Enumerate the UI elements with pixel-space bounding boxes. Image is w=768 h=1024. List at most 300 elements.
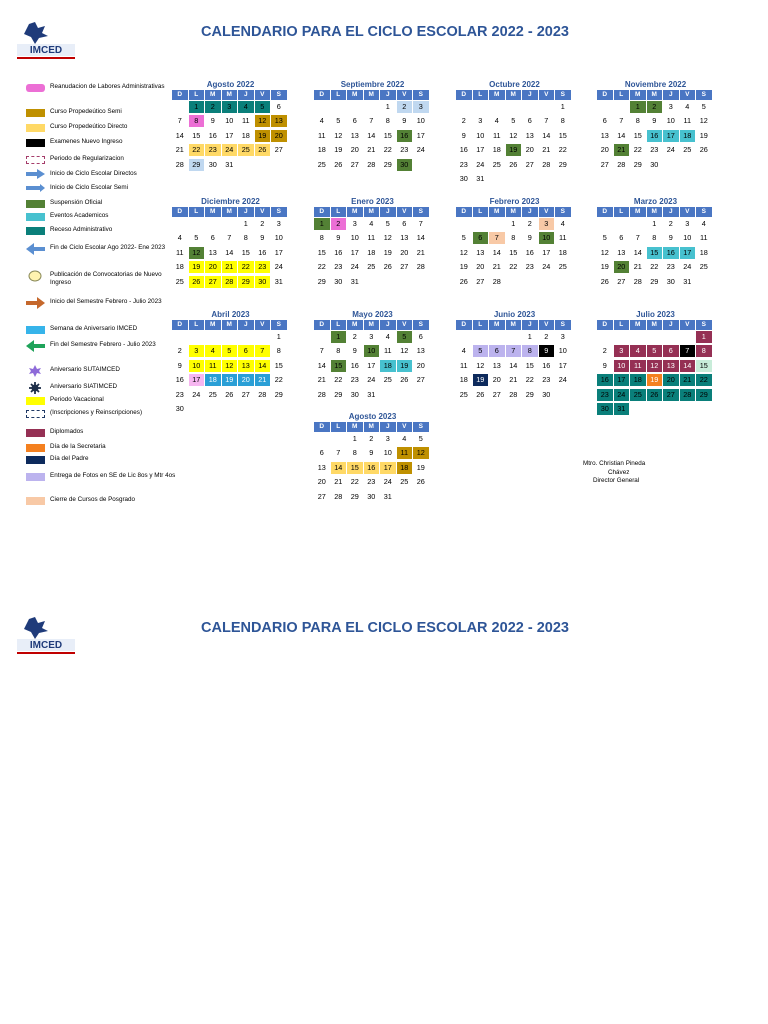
- day-cell: 22: [525, 375, 534, 385]
- day-cell: 8: [385, 116, 390, 126]
- day-cell: 26: [647, 389, 663, 401]
- day-cell: 12: [600, 247, 609, 257]
- weekday-header: [456, 90, 573, 100]
- teal-swatch-icon: [26, 227, 45, 235]
- weekday-label: L: [614, 90, 630, 100]
- day-cell: [347, 100, 363, 114]
- day-cell: 16: [208, 130, 217, 140]
- day-cell: 21: [317, 375, 326, 385]
- day-cell: [522, 275, 538, 289]
- weekday-label: M: [647, 207, 663, 217]
- day-cell: 13: [617, 247, 626, 257]
- day-cell: 4: [369, 219, 374, 228]
- day-cell: 19: [334, 145, 343, 155]
- day-cell: 12: [647, 360, 663, 372]
- day-cell: 7: [506, 345, 522, 357]
- day-cell: 31: [476, 173, 485, 183]
- month-calendar: [172, 197, 289, 289]
- day-cell: [473, 100, 489, 114]
- week-row: [456, 143, 573, 157]
- day-cell: 9: [539, 345, 555, 357]
- day-cell: 1: [527, 332, 532, 341]
- day-cell: 19: [506, 144, 522, 156]
- day-cell: 6: [352, 116, 357, 126]
- week-row: [172, 158, 289, 172]
- day-cell: 17: [614, 374, 630, 386]
- day-cell: 10: [383, 448, 392, 458]
- day-cell: 2: [544, 332, 549, 341]
- lavender-swatch-icon: [26, 473, 45, 481]
- day-cell: 11: [558, 233, 567, 243]
- day-cell: 31: [350, 276, 359, 286]
- day-cell: 6: [402, 219, 407, 228]
- week-row: [597, 344, 714, 358]
- day-cell: 26: [189, 276, 205, 288]
- day-cell: 5: [473, 345, 489, 357]
- week-row: [597, 143, 714, 157]
- day-cell: [506, 330, 522, 344]
- day-cell: 3: [478, 116, 483, 126]
- legend-label: Día del Padre: [50, 455, 89, 462]
- day-cell: [255, 402, 271, 416]
- weekday-label: M: [364, 207, 380, 217]
- weekday-label: J: [380, 90, 396, 100]
- weekday-label: L: [331, 207, 347, 217]
- day-cell: 18: [175, 262, 184, 272]
- peach-swatch-icon: [26, 497, 45, 505]
- legend-label: Curso Propedeútico Semi: [50, 108, 122, 115]
- day-cell: 5: [647, 345, 663, 357]
- day-cell: [205, 217, 221, 231]
- blue-arrow-left-icon: [26, 243, 45, 255]
- dashed-pink-swatch-icon: [26, 156, 45, 164]
- day-cell: 30: [597, 403, 613, 415]
- month-calendar: [456, 197, 573, 289]
- weekday-label: J: [238, 320, 254, 330]
- day-cell: 4: [701, 219, 706, 228]
- day-cell: 22: [189, 144, 205, 156]
- weekday-label: M: [489, 90, 505, 100]
- day-cell: 3: [685, 219, 690, 228]
- weekday-label: D: [314, 422, 330, 432]
- day-cell: 17: [542, 247, 551, 257]
- day-cell: [647, 402, 663, 416]
- day-cell: 23: [255, 261, 271, 273]
- day-cell: 1: [511, 219, 516, 228]
- day-cell: 30: [255, 276, 271, 288]
- day-cell: 16: [175, 375, 184, 385]
- day-cell: [522, 100, 538, 114]
- signature-surname: Chávez: [608, 468, 630, 476]
- day-cell: 19: [473, 374, 489, 386]
- orange-swatch-icon: [26, 444, 45, 452]
- week-row: [314, 490, 431, 504]
- day-cell: 30: [334, 276, 343, 286]
- day-cell: 9: [177, 360, 182, 370]
- month-name: Septiembre 2022: [340, 80, 405, 89]
- week-row: [456, 344, 573, 358]
- day-cell: 17: [189, 374, 205, 386]
- day-cell: 25: [630, 389, 646, 401]
- day-cell: 21: [175, 145, 184, 155]
- day-cell: 6: [238, 345, 254, 357]
- week-row: [456, 158, 573, 172]
- weekday-header: [597, 207, 714, 217]
- day-cell: 27: [350, 159, 359, 169]
- day-cell: 23: [459, 159, 468, 169]
- week-row: [597, 100, 714, 114]
- day-cell: 21: [416, 247, 425, 257]
- day-cell: 23: [334, 262, 343, 272]
- day-cell: 23: [350, 375, 359, 385]
- day-cell: 24: [367, 375, 376, 385]
- day-cell: 27: [241, 389, 250, 399]
- day-cell: 4: [630, 345, 646, 357]
- weekday-label: M: [647, 90, 663, 100]
- green-swatch-icon: [26, 200, 45, 208]
- day-cell: 12: [255, 115, 271, 127]
- day-cell: 28: [633, 276, 642, 286]
- day-cell: 21: [633, 262, 642, 272]
- day-cell: 27: [492, 389, 501, 399]
- day-cell: [456, 100, 472, 114]
- day-cell: [397, 490, 413, 504]
- day-cell: 14: [416, 233, 425, 243]
- day-cell: 25: [699, 262, 708, 272]
- day-cell: 16: [334, 247, 343, 257]
- day-cell: 24: [542, 262, 551, 272]
- day-cell: 27: [205, 276, 221, 288]
- day-cell: 16: [459, 145, 468, 155]
- day-cell: 16: [525, 247, 534, 257]
- day-cell: 24: [683, 262, 692, 272]
- month-calendar: [597, 310, 714, 416]
- day-cell: 2: [331, 218, 347, 230]
- week-row: [314, 475, 431, 489]
- weekday-label: D: [172, 320, 188, 330]
- weekday-label: S: [271, 320, 287, 330]
- day-cell: 30: [650, 159, 659, 169]
- weekday-label: L: [331, 422, 347, 432]
- day-cell: 7: [635, 233, 640, 243]
- day-cell: 1: [189, 101, 205, 113]
- weekday-label: M: [506, 207, 522, 217]
- logo-text: IMCED: [29, 640, 63, 651]
- weekday-label: M: [364, 90, 380, 100]
- weekday-label: S: [413, 320, 429, 330]
- day-cell: [413, 158, 429, 172]
- day-cell: 3: [539, 218, 555, 230]
- day-cell: [555, 172, 571, 186]
- week-row: [172, 114, 289, 128]
- day-cell: 14: [509, 360, 518, 370]
- day-cell: 28: [367, 159, 376, 169]
- week-row: [314, 129, 431, 143]
- day-cell: [331, 432, 347, 446]
- day-cell: 30: [459, 173, 468, 183]
- day-cell: [271, 402, 287, 416]
- month-calendar: [597, 197, 714, 289]
- day-cell: 20: [614, 261, 630, 273]
- day-cell: 14: [680, 360, 696, 372]
- day-cell: 26: [699, 145, 708, 155]
- weekday-label: V: [397, 90, 413, 100]
- day-cell: 15: [525, 360, 534, 370]
- week-row: [597, 402, 714, 416]
- day-cell: [238, 402, 254, 416]
- day-cell: 5: [336, 116, 341, 126]
- page-title: CALENDARIO PARA EL CICLO ESCOLAR 2022 - 2023: [201, 24, 569, 40]
- day-cell: [630, 402, 646, 416]
- day-cell: [473, 330, 489, 344]
- day-cell: [172, 330, 188, 344]
- day-cell: 1: [560, 102, 565, 111]
- day-cell: 29: [525, 389, 534, 399]
- day-cell: 16: [663, 247, 679, 259]
- weekday-header: [597, 90, 714, 100]
- day-cell: 5: [461, 233, 466, 243]
- day-cell: 10: [558, 346, 567, 356]
- day-cell: [506, 172, 522, 186]
- day-cell: [189, 217, 205, 231]
- weekday-label: M: [489, 320, 505, 330]
- day-cell: 16: [542, 360, 551, 370]
- day-cell: 12: [189, 247, 205, 259]
- week-row: [172, 217, 289, 231]
- day-cell: 1: [314, 218, 330, 230]
- day-cell: 4: [494, 116, 499, 126]
- signature: [583, 460, 693, 486]
- day-cell: 14: [367, 130, 376, 140]
- week-row: [456, 388, 573, 402]
- day-cell: 4: [461, 346, 466, 356]
- day-cell: 24: [416, 145, 425, 155]
- day-cell: 22: [334, 375, 343, 385]
- day-cell: 12: [413, 447, 429, 459]
- day-cell: 7: [544, 116, 549, 126]
- legend-label: Periodo de Regularizacion: [50, 155, 124, 162]
- day-cell: 14: [492, 247, 501, 257]
- day-cell: 23: [666, 262, 675, 272]
- day-cell: 30: [367, 491, 376, 501]
- day-cell: 7: [255, 345, 271, 357]
- day-cell: [680, 330, 696, 344]
- weekday-label: D: [456, 207, 472, 217]
- day-cell: [539, 100, 555, 114]
- day-cell: 7: [369, 116, 374, 126]
- day-cell: 11: [492, 130, 501, 140]
- day-cell: 18: [397, 462, 413, 474]
- day-cell: 7: [336, 448, 341, 458]
- week-row: [456, 275, 573, 289]
- day-cell: 4: [238, 101, 254, 113]
- weekday-label: J: [522, 90, 538, 100]
- day-cell: 15: [241, 247, 250, 257]
- day-cell: 31: [367, 389, 376, 399]
- day-cell: [614, 100, 630, 114]
- day-cell: 1: [385, 102, 390, 111]
- day-cell: 17: [680, 247, 696, 259]
- day-cell: 7: [619, 116, 624, 126]
- legend-label: Cierre de Cursos de Posgrado: [50, 496, 136, 503]
- day-cell: 26: [400, 375, 409, 385]
- day-cell: 5: [701, 102, 706, 111]
- legend-label: Periodo Vacacional: [50, 396, 104, 403]
- day-cell: 5: [222, 345, 238, 357]
- day-cell: 22: [383, 145, 392, 155]
- day-cell: 17: [350, 247, 359, 257]
- day-cell: 2: [461, 116, 466, 126]
- weekday-label: J: [663, 90, 679, 100]
- day-cell: 28: [222, 276, 238, 288]
- week-row: [597, 275, 714, 289]
- day-cell: 18: [459, 375, 468, 385]
- day-cell: 9: [336, 233, 341, 243]
- day-cell: 18: [558, 247, 567, 257]
- weekday-label: S: [696, 207, 712, 217]
- day-cell: 15: [274, 360, 283, 370]
- day-cell: 6: [319, 448, 324, 458]
- day-cell: 9: [369, 448, 374, 458]
- day-cell: [696, 275, 712, 289]
- day-cell: 9: [602, 360, 607, 370]
- week-row: [597, 330, 714, 344]
- day-cell: 28: [509, 389, 518, 399]
- day-cell: 28: [617, 159, 626, 169]
- day-cell: 5: [385, 219, 390, 228]
- day-cell: 13: [525, 130, 534, 140]
- legend-label: Curso Propedeútico Directo: [50, 123, 128, 130]
- weekday-label: V: [680, 320, 696, 330]
- day-cell: 26: [509, 159, 518, 169]
- blue-long-arrow-icon: [26, 183, 45, 195]
- weekday-label: S: [413, 90, 429, 100]
- week-row: [172, 373, 289, 387]
- day-cell: 14: [542, 130, 551, 140]
- day-cell: 28: [680, 389, 696, 401]
- green-arrow-left-icon: [26, 340, 45, 352]
- day-cell: 3: [369, 332, 374, 341]
- week-row: [314, 275, 431, 289]
- day-cell: 18: [241, 130, 250, 140]
- day-cell: 25: [317, 159, 326, 169]
- day-cell: 14: [175, 130, 184, 140]
- week-row: [172, 246, 289, 260]
- week-row: [314, 388, 431, 402]
- day-cell: 21: [367, 145, 376, 155]
- week-row: [172, 344, 289, 358]
- day-cell: 12: [334, 130, 343, 140]
- page-title-repeat: CALENDARIO PARA EL CICLO ESCOLAR 2022 - 2023: [201, 620, 569, 636]
- day-cell: 18: [380, 360, 396, 372]
- weekday-label: V: [539, 320, 555, 330]
- day-cell: [413, 388, 429, 402]
- day-cell: 15: [317, 247, 326, 257]
- day-cell: 1: [352, 434, 357, 443]
- day-cell: 22: [317, 262, 326, 272]
- week-row: [172, 129, 289, 143]
- day-cell: [222, 217, 238, 231]
- weekday-header: [314, 207, 431, 217]
- day-cell: 28: [492, 276, 501, 286]
- day-cell: 15: [509, 247, 518, 257]
- month-calendar: [172, 310, 289, 416]
- day-cell: 31: [683, 276, 692, 286]
- day-cell: 10: [476, 130, 485, 140]
- day-cell: 29: [633, 159, 642, 169]
- weekday-label: D: [456, 320, 472, 330]
- day-cell: 29: [558, 159, 567, 169]
- day-cell: 1: [243, 219, 248, 228]
- day-cell: 14: [225, 247, 234, 257]
- weekday-label: M: [347, 207, 363, 217]
- day-cell: [397, 388, 413, 402]
- legend-label: Fin de Ciclo Escolar Ago 2022- Ene 2023: [50, 244, 166, 251]
- day-cell: 20: [400, 247, 409, 257]
- day-cell: 12: [459, 247, 468, 257]
- day-cell: 8: [652, 233, 657, 243]
- brown-arrow-right-icon: [26, 297, 45, 309]
- day-cell: 16: [647, 130, 663, 142]
- day-cell: 21: [255, 374, 271, 386]
- day-cell: 21: [614, 144, 630, 156]
- day-cell: 19: [699, 130, 708, 140]
- day-cell: [255, 330, 271, 344]
- day-cell: 13: [416, 346, 425, 356]
- day-cell: [413, 490, 429, 504]
- day-cell: 15: [192, 130, 201, 140]
- weekday-label: M: [647, 320, 663, 330]
- month-name: Noviembre 2022: [624, 80, 687, 89]
- day-cell: 2: [527, 219, 532, 228]
- day-cell: 24: [192, 389, 201, 399]
- day-cell: 3: [276, 219, 281, 228]
- day-cell: 15: [558, 130, 567, 140]
- day-cell: [489, 172, 505, 186]
- day-cell: 20: [271, 130, 287, 142]
- weekday-label: M: [205, 90, 221, 100]
- weekday-label: J: [663, 320, 679, 330]
- day-cell: [597, 100, 613, 114]
- day-cell: [413, 275, 429, 289]
- day-cell: 9: [352, 346, 357, 356]
- day-cell: 23: [525, 262, 534, 272]
- weekday-header: [456, 207, 573, 217]
- day-cell: 12: [222, 360, 238, 372]
- day-cell: 17: [225, 130, 234, 140]
- day-cell: 2: [602, 346, 607, 356]
- day-cell: 22: [696, 374, 712, 386]
- day-cell: 18: [680, 130, 696, 142]
- day-cell: [489, 100, 505, 114]
- weekday-header: [456, 320, 573, 330]
- day-cell: 19: [459, 262, 468, 272]
- day-cell: 30: [175, 403, 184, 413]
- black-swatch-icon: [26, 139, 45, 147]
- day-cell: [555, 275, 571, 289]
- day-cell: 25: [367, 262, 376, 272]
- day-cell: [364, 100, 380, 114]
- day-cell: 6: [473, 232, 489, 244]
- day-cell: [647, 330, 663, 344]
- day-cell: 21: [222, 261, 238, 273]
- day-cell: 29: [189, 159, 205, 171]
- day-cell: 2: [205, 101, 221, 113]
- day-cell: 2: [177, 346, 182, 356]
- day-cell: 16: [597, 374, 613, 386]
- weekday-label: L: [331, 90, 347, 100]
- legend-label: Diplomados: [50, 428, 84, 435]
